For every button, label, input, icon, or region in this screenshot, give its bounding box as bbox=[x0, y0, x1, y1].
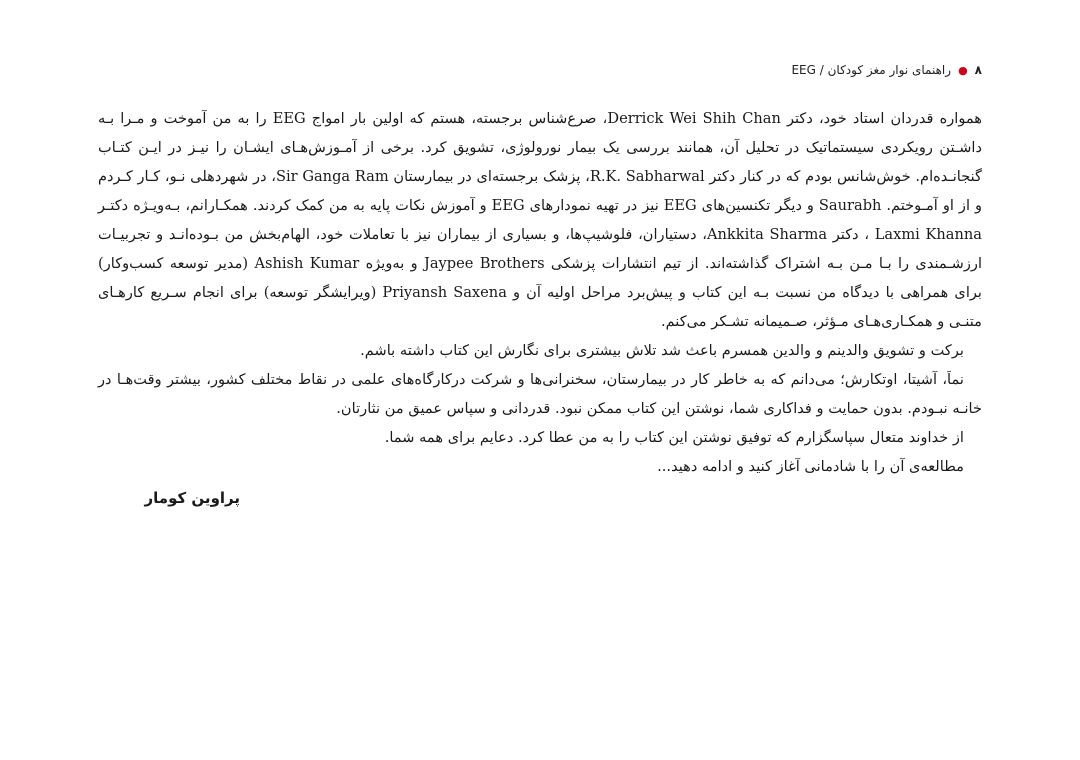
paragraph-teachers: همواره قدردان استاد خود، دکتر Derrick Wei Shih Chan، صرع‌شناس برجسته، هستم که اولین بار امواج EEG را به من آموخت و مـرا بـه داشـتن رویکردی سیستماتیک در تحلیل آن، همانند بررسی یک بیمار نورولوژی، تشویق کرد. برخی از آمـوزش‌هـای ایشـان را نیـز در ایـن کتـاب گنجانـده‌ام. خوش‌شانس بودم که در کنار دکتر R.K. Sabharwal، پزشک برجسته‌ای در بیمارستان Sir Ganga Ram، در شهردهلی نـو، کـار کـردم و از او آمـوختم. Saurabh و دیگر تکنسین‌های EEG نیز در تهیه نمودارهای EEG و آموزش نکات پایه به من کمک کردند. همکـارانم، بـه‌ویـژه دکتـر Laxmi Khanna ، دکتر Ankkita Sharma، دستیاران، فلوشیپ‌ها، و بسیاری از بیماران نیز با تعاملات خود، الهام‌بخش من بـوده‌انـد و تجربیـات ارزشـمندی را بـا مـن بـه اشتراک گذاشته‌اند. از تیم انتشارات پزشکی Jaypee Brothers و به‌ویژه Ashish Kumar (مدیر توسعه کسب‌وکار) برای همراهی با دیدگاه من نسبت بـه این کتاب و پیش‌برد مراحل اولیه آن و Priyansh Saxena (ویرایشگر توسعه) برای انجام سـریع کارهـای متنـی و همکـاری‌هـای مـؤثر، صـمیمانه تشـکر می‌کنم. bbox=[98, 110, 983, 330]
running-title: راهنمای نوار مغز کودکان / EEG bbox=[791, 63, 952, 77]
author-signature: پراوین کومار bbox=[144, 489, 240, 507]
paragraph-family: نماَ، آشیتا، اوتکارش؛ می‌دانم که به خاطر کار در بیمارستان، سخنرانی‌ها و شرکت درکارگاه‌های علمی در نقاط مختلف کشور، بیشتر وقت‌هـا در خانـه نبـودم. بدون حمایت و فداکاری شما، نوشتن این کتاب ممکن نبود. قدردانی و سپاس عمیق من نثارتان. bbox=[98, 371, 982, 417]
paragraph-closing: مطالعه‌ی آن را با شادمانی آغاز کنید و ادامه دهید... bbox=[657, 458, 964, 475]
paragraph-parents: برکت و تشویق والدینم و والدین همسرم باعث شد تلاش بیشتری برای نگارش این کتاب داشته باشم. bbox=[360, 342, 964, 359]
paragraph-gratitude: از خداوند متعال سپاسگزارم که توفیق نوشتن این کتاب را به من عطا کرد. دعایم برای همه شما. bbox=[384, 429, 964, 446]
running-head bbox=[98, 60, 982, 80]
bullet-icon: ● bbox=[958, 63, 968, 77]
acknowledgement-text bbox=[98, 104, 982, 481]
book-page bbox=[98, 60, 982, 740]
page-number: ۸ bbox=[974, 63, 982, 77]
